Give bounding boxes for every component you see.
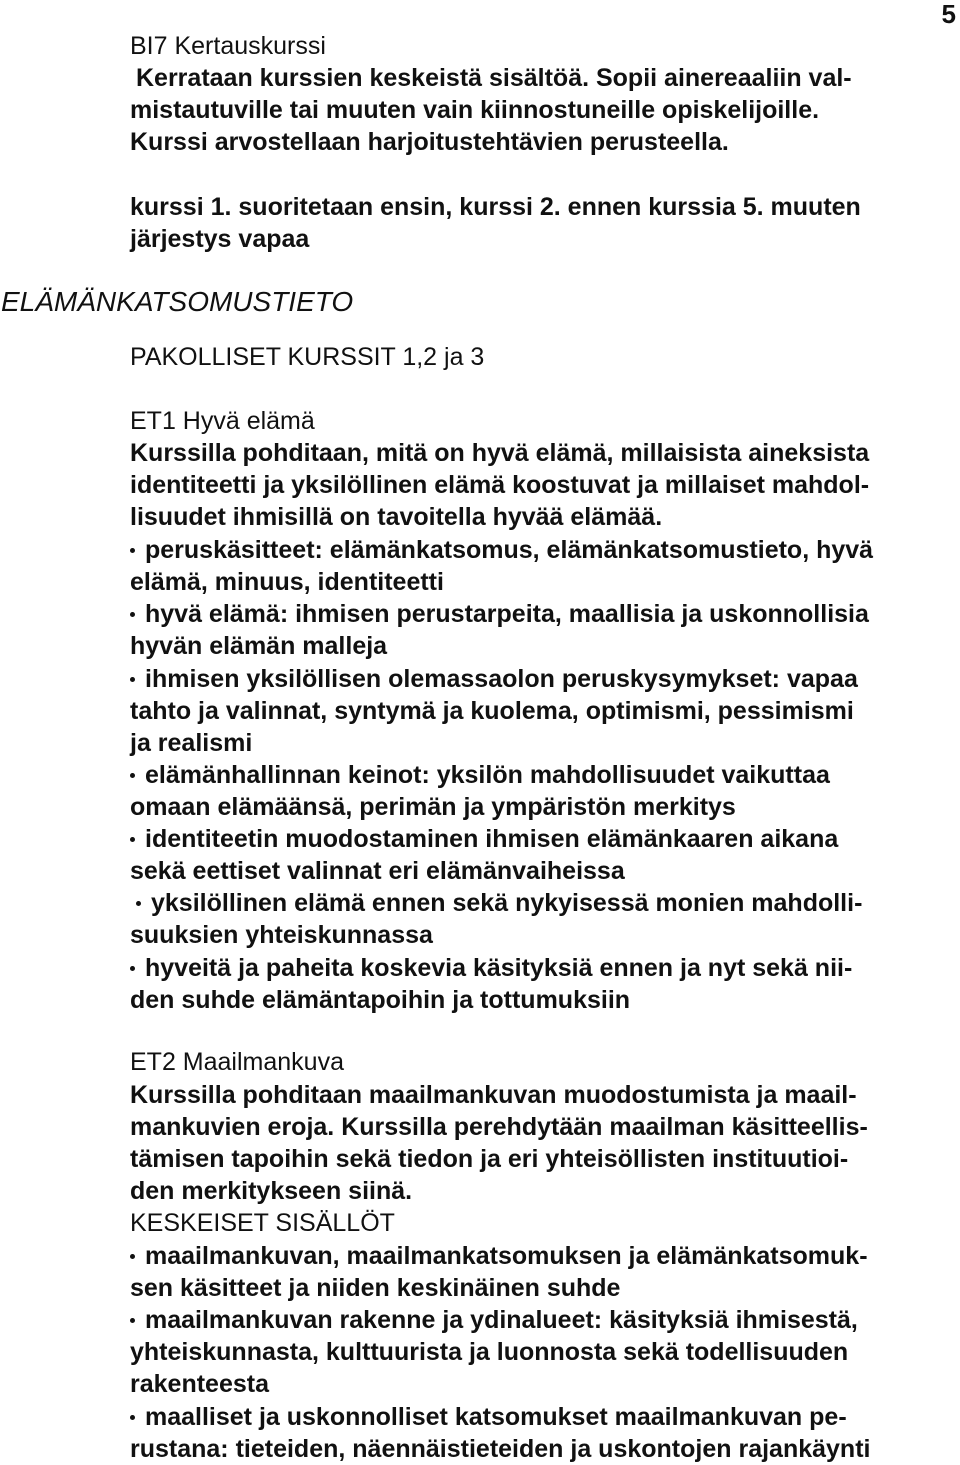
bullet-icon [130, 612, 135, 617]
et2-desc-line: tämisen tapoihin sekä tiedon ja eri yhteisöllisten instituutioi- [130, 1145, 849, 1173]
bullet-icon [130, 773, 135, 778]
et1-desc-line: identiteetti ja yksilöllinen elämä koostuvat ja millaiset mahdol- [130, 471, 870, 499]
et1-bullet: elämänhallinnan keinot: yksilön mahdollisuudet vaikuttaa [130, 759, 830, 791]
bullet-icon [130, 837, 135, 842]
key-contents-heading: KESKEISET SISÄLLÖT [130, 1209, 395, 1237]
et2-bullet-cont: yhteiskunnasta, kulttuurista ja luonnosta sekä todellisuuden [130, 1338, 849, 1366]
et1-bullet: peruskäsitteet: elämänkatsomus, elämänkatsomustieto, hyvä [130, 534, 873, 566]
et2-bullet-cont: sen käsitteet ja niiden keskinäinen suhde [130, 1274, 621, 1302]
bullet-icon [130, 548, 135, 553]
et2-bullet: maailmankuvan, maailmankatsomuksen ja elämänkatsomuk- [130, 1240, 868, 1272]
et1-title: ET1 Hyvä elämä [130, 407, 315, 435]
et1-bullet: yksilöllinen elämä ennen sekä nykyisessä monien mahdolli- [130, 887, 862, 919]
et2-bullet: maailmankuvan rakenne ja ydinalueet: käsityksiä ihmisestä, [130, 1304, 858, 1336]
bullet-icon [130, 1318, 135, 1323]
course-order-line: kurssi 1. suoritetaan ensin, kurssi 2. ennen kurssia 5. muuten [130, 193, 861, 221]
et1-bullet-cont: tahto ja valinnat, syntymä ja kuolema, optimismi, pessimismi [130, 697, 854, 725]
et2-title: ET2 Maailmankuva [130, 1048, 344, 1076]
et1-bullet-cont: ja realismi [130, 729, 253, 757]
et2-desc-line: den merkitykseen siinä. [130, 1177, 413, 1205]
et2-bullet-cont: rustana: tieteiden, näennäistieteiden ja uskontojen rajankäynti [130, 1435, 871, 1463]
course-title: BI7 Kertauskurssi [130, 32, 326, 60]
et1-bullet: hyveitä ja paheita koskevia käsityksiä ennen ja nyt sekä nii- [130, 952, 852, 984]
et2-bullet-cont: rakenteesta [130, 1370, 269, 1398]
bullet-icon [136, 901, 141, 906]
bullet-icon [130, 966, 135, 971]
page-number: 5 [941, 0, 956, 29]
et1-bullet-cont: suuksien yhteiskunnassa [130, 921, 433, 949]
mandatory-heading: PAKOLLISET KURSSIT 1,2 ja 3 [130, 343, 485, 371]
et1-bullet-cont: omaan elämäänsä, perimän ja ympäristön merkitys [130, 793, 736, 821]
et1-desc-line: lisuudet ihmisillä on tavoitella hyvää elämää. [130, 503, 663, 531]
et1-desc-line: Kurssilla pohditaan, mitä on hyvä elämä, millaisista aineksista [130, 439, 870, 467]
et1-bullet-cont: sekä eettiset valinnat eri elämänvaiheissa [130, 857, 625, 885]
bullet-icon [130, 1415, 135, 1420]
course-desc-line: Kerrataan kurssien keskeistä sisältöä. Sopii ainereaaliin val- [136, 64, 852, 92]
bullet-icon [130, 1254, 135, 1259]
et1-bullet-cont: den suhde elämäntapoihin ja tottumuksiin [130, 986, 631, 1014]
et2-desc-line: Kurssilla pohditaan maailmankuvan muodostumista ja maail- [130, 1081, 857, 1109]
et1-bullet: ihmisen yksilöllisen olemassaolon peruskysymykset: vapaa [130, 663, 858, 695]
et2-bullet: maalliset ja uskonnolliset katsomukset maailmankuvan pe- [130, 1401, 847, 1433]
course-order-line: järjestys vapaa [130, 225, 310, 253]
et1-bullet: identiteetin muodostaminen ihmisen elämänkaaren aikana [130, 823, 838, 855]
et1-bullet-cont: elämä, minuus, identiteetti [130, 568, 444, 596]
et1-bullet: hyvä elämä: ihmisen perustarpeita, maallisia ja uskonnollisia [130, 598, 869, 630]
et1-bullet-cont: hyvän elämän malleja [130, 632, 388, 660]
course-desc-line: mistautuville tai muuten vain kiinnostuneille opiskelijoille. [130, 96, 820, 124]
course-desc-line: Kurssi arvostellaan harjoitustehtävien perusteella. [130, 128, 729, 156]
section-title: ELÄMÄNKATSOMUSTIETO [1, 286, 354, 317]
bullet-icon [130, 677, 135, 682]
et2-desc-line: mankuvien eroja. Kurssilla perehdytään maailman käsitteellis- [130, 1113, 868, 1141]
